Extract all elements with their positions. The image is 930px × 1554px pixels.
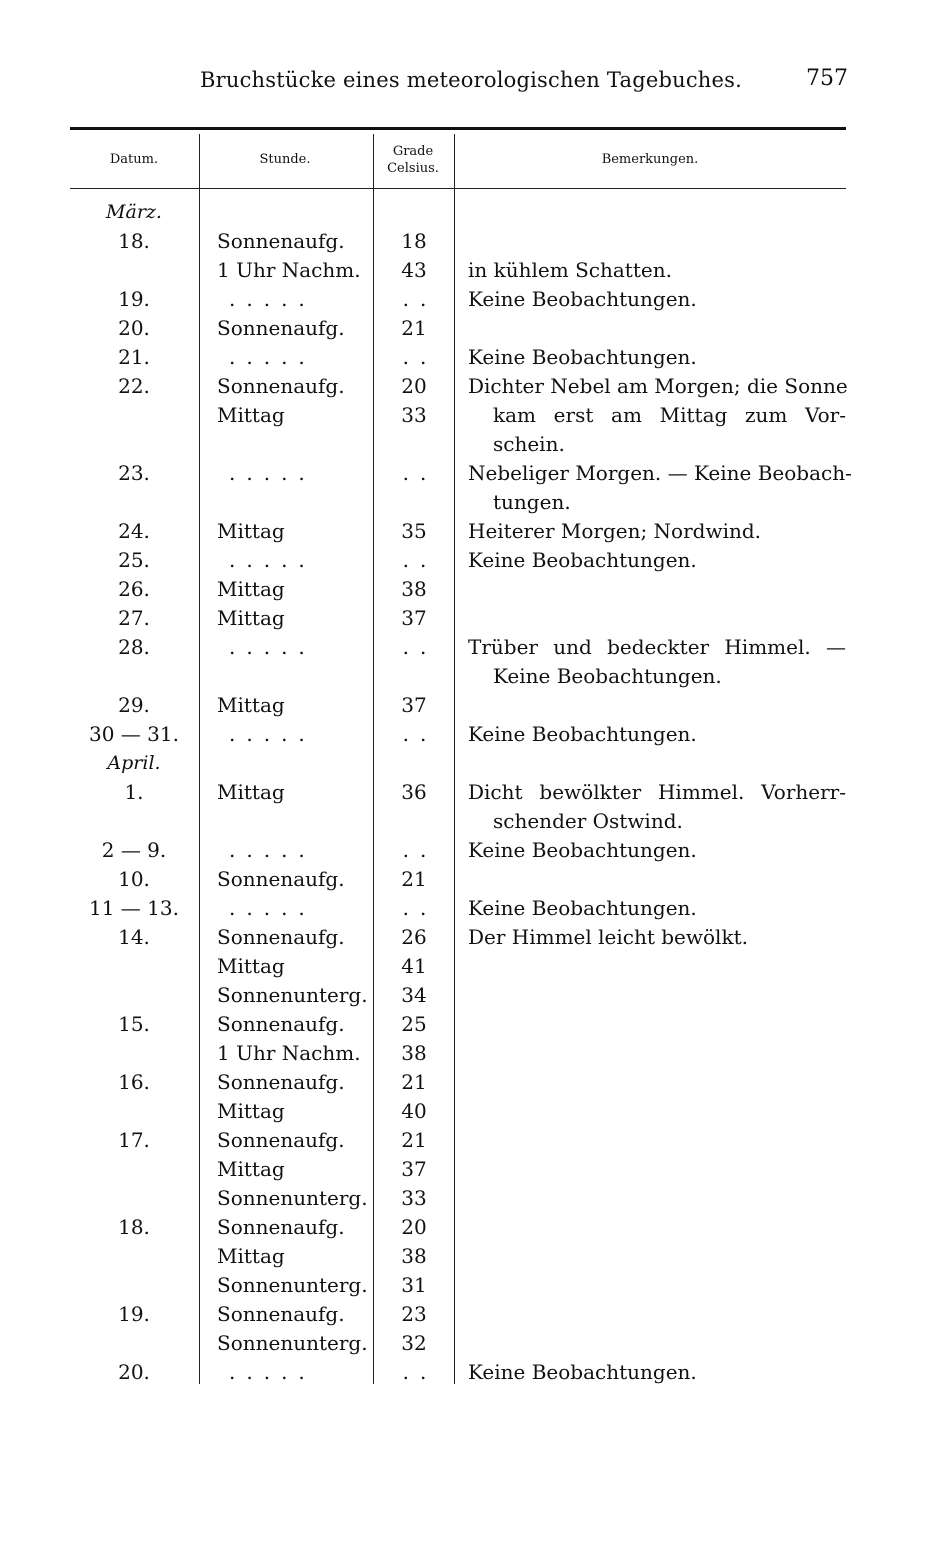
grade-cell: .. bbox=[402, 287, 438, 311]
stunde-cell: ..... bbox=[229, 287, 316, 311]
bemerkung-cell: in kühlem Schatten. bbox=[468, 258, 672, 282]
grade-cell: .. bbox=[402, 345, 438, 369]
datum-cell: 20. bbox=[118, 1360, 150, 1384]
stunde-cell: Sonnenunterg. bbox=[217, 1186, 368, 1210]
table-row bbox=[0, 1184, 930, 1213]
stunde-cell: ..... bbox=[229, 635, 316, 659]
grade-cell: 21 bbox=[401, 867, 427, 891]
month-label: April. bbox=[107, 752, 161, 774]
datum-cell: 22. bbox=[118, 374, 150, 398]
datum-cell: 18. bbox=[118, 229, 150, 253]
grade-cell: 36 bbox=[401, 780, 427, 804]
stunde-cell: ..... bbox=[229, 722, 316, 746]
table-row bbox=[0, 1329, 930, 1358]
table-row bbox=[0, 372, 930, 401]
grade-cell: 38 bbox=[401, 1041, 427, 1065]
table-top-rule bbox=[70, 127, 846, 130]
grade-cell: 40 bbox=[401, 1099, 427, 1123]
datum-cell: 29. bbox=[118, 693, 150, 717]
table-row bbox=[0, 488, 930, 517]
table-row bbox=[0, 227, 930, 256]
stunde-cell: Sonnenaufg. bbox=[217, 1302, 345, 1326]
stunde-cell: Mittag bbox=[217, 693, 285, 717]
grade-cell: 18 bbox=[401, 229, 427, 253]
table-row bbox=[0, 1155, 930, 1184]
datum-cell: 23. bbox=[118, 461, 150, 485]
table-row bbox=[0, 343, 930, 372]
grade-cell: .. bbox=[402, 1360, 438, 1384]
grade-cell: .. bbox=[402, 722, 438, 746]
stunde-cell: Mittag bbox=[217, 403, 285, 427]
header-bemerkungen: Bemerkungen. bbox=[601, 152, 699, 167]
table-row bbox=[0, 1126, 930, 1155]
table-header-rule bbox=[70, 188, 846, 189]
table-row bbox=[0, 720, 930, 749]
stunde-cell: ..... bbox=[229, 1360, 316, 1384]
stunde-cell: Mittag bbox=[217, 1157, 285, 1181]
table-row bbox=[0, 198, 930, 227]
month-label: März. bbox=[106, 201, 162, 223]
table-row bbox=[0, 981, 930, 1010]
grade-cell: 41 bbox=[401, 954, 427, 978]
grade-cell: 33 bbox=[401, 1186, 427, 1210]
datum-cell: 30 — 31. bbox=[89, 722, 179, 746]
header-datum: Datum. bbox=[109, 152, 159, 167]
table-row bbox=[0, 459, 930, 488]
grade-cell: 31 bbox=[401, 1273, 427, 1297]
table-row bbox=[0, 1213, 930, 1242]
stunde-cell: Sonnenaufg. bbox=[217, 1012, 345, 1036]
grade-cell: 33 bbox=[401, 403, 427, 427]
bemerkung-cell: kam erst am Mittag zum Vor- bbox=[493, 403, 846, 427]
datum-cell: 20. bbox=[118, 316, 150, 340]
grade-cell: 38 bbox=[401, 577, 427, 601]
stunde-cell: Sonnenaufg. bbox=[217, 374, 345, 398]
table-row bbox=[0, 1242, 930, 1271]
table-row bbox=[0, 256, 930, 285]
datum-cell: 26. bbox=[118, 577, 150, 601]
stunde-cell: Sonnenaufg. bbox=[217, 316, 345, 340]
stunde-cell: Sonnenaufg. bbox=[217, 1215, 345, 1239]
table-row bbox=[0, 1010, 930, 1039]
table-row bbox=[0, 1097, 930, 1126]
table-row bbox=[0, 894, 930, 923]
datum-cell: 17. bbox=[118, 1128, 150, 1152]
table-row bbox=[0, 1039, 930, 1068]
bemerkung-cell: schender Ostwind. bbox=[493, 809, 683, 833]
stunde-cell: Sonnenaufg. bbox=[217, 925, 345, 949]
datum-cell: 19. bbox=[118, 287, 150, 311]
bemerkung-cell: Keine Beobachtungen. bbox=[468, 722, 697, 746]
datum-cell: 24. bbox=[118, 519, 150, 543]
bemerkung-cell: schein. bbox=[493, 432, 565, 456]
grade-cell: 35 bbox=[401, 519, 427, 543]
grade-cell: 32 bbox=[401, 1331, 427, 1355]
table-row bbox=[0, 749, 930, 778]
stunde-cell: Mittag bbox=[217, 1099, 285, 1123]
stunde-cell: Mittag bbox=[217, 780, 285, 804]
stunde-cell: Sonnenaufg. bbox=[217, 867, 345, 891]
bemerkung-cell: Keine Beobachtungen. bbox=[468, 838, 697, 862]
table-row bbox=[0, 633, 930, 662]
table-row bbox=[0, 546, 930, 575]
bemerkung-cell: Der Himmel leicht bewölkt. bbox=[468, 925, 748, 949]
table-row bbox=[0, 604, 930, 633]
grade-cell: 20 bbox=[401, 1215, 427, 1239]
table-row bbox=[0, 778, 930, 807]
stunde-cell: Mittag bbox=[217, 954, 285, 978]
grade-cell: 21 bbox=[401, 1070, 427, 1094]
stunde-cell: Mittag bbox=[217, 577, 285, 601]
bemerkung-cell: Keine Beobachtungen. bbox=[468, 345, 697, 369]
table-row bbox=[0, 865, 930, 894]
grade-cell: .. bbox=[402, 461, 438, 485]
grade-cell: 23 bbox=[401, 1302, 427, 1326]
table-row bbox=[0, 662, 930, 691]
stunde-cell: 1 Uhr Nachm. bbox=[217, 258, 361, 282]
datum-cell: 25. bbox=[118, 548, 150, 572]
stunde-cell: Sonnenunterg. bbox=[217, 983, 368, 1007]
datum-cell: 10. bbox=[118, 867, 150, 891]
bemerkung-cell: Keine Beobachtungen. bbox=[493, 664, 722, 688]
header-grade-line1: Grade bbox=[392, 144, 434, 159]
stunde-cell: Sonnenaufg. bbox=[217, 1128, 345, 1152]
page-number: 757 bbox=[806, 66, 848, 91]
grade-cell: 20 bbox=[401, 374, 427, 398]
stunde-cell: ..... bbox=[229, 461, 316, 485]
bemerkung-cell: tungen. bbox=[493, 490, 571, 514]
bemerkung-cell: Trüber und bedeckter Himmel. — bbox=[468, 635, 846, 659]
stunde-cell: ..... bbox=[229, 838, 316, 862]
datum-cell: 21. bbox=[118, 345, 150, 369]
bemerkung-cell: Keine Beobachtungen. bbox=[468, 287, 697, 311]
table-row bbox=[0, 285, 930, 314]
stunde-cell: Mittag bbox=[217, 606, 285, 630]
grade-cell: .. bbox=[402, 548, 438, 572]
table-row bbox=[0, 1068, 930, 1097]
grade-cell: 43 bbox=[401, 258, 427, 282]
table-row bbox=[0, 1300, 930, 1329]
datum-cell: 27. bbox=[118, 606, 150, 630]
grade-cell: 21 bbox=[401, 1128, 427, 1152]
table-row bbox=[0, 1358, 930, 1387]
bemerkung-cell: Nebeliger Morgen. — Keine Beobach- bbox=[468, 461, 852, 485]
datum-cell: 2 — 9. bbox=[101, 838, 167, 862]
grade-cell: 21 bbox=[401, 316, 427, 340]
table-row bbox=[0, 575, 930, 604]
table-row bbox=[0, 923, 930, 952]
datum-cell: 11 — 13. bbox=[89, 896, 179, 920]
grade-cell: 25 bbox=[401, 1012, 427, 1036]
datum-cell: 28. bbox=[118, 635, 150, 659]
running-head: Bruchstücke eines meteorologischen Tagebuches. bbox=[200, 68, 743, 92]
stunde-cell: ..... bbox=[229, 896, 316, 920]
bemerkung-cell: Keine Beobachtungen. bbox=[468, 896, 697, 920]
datum-cell: 16. bbox=[118, 1070, 150, 1094]
header-grade-line2: Celsius. bbox=[387, 161, 439, 176]
table-row bbox=[0, 517, 930, 546]
stunde-cell: ..... bbox=[229, 345, 316, 369]
grade-cell: 26 bbox=[401, 925, 427, 949]
header-stunde: Stunde. bbox=[259, 152, 311, 167]
datum-cell: 1. bbox=[124, 780, 144, 804]
datum-cell: 18. bbox=[118, 1215, 150, 1239]
bemerkung-cell: Keine Beobachtungen. bbox=[468, 1360, 697, 1384]
bemerkung-cell: Dicht bewölkter Himmel. Vorherr- bbox=[468, 780, 846, 804]
table-row bbox=[0, 807, 930, 836]
header-grade bbox=[373, 143, 453, 177]
grade-cell: .. bbox=[402, 635, 438, 659]
table-row bbox=[0, 691, 930, 720]
grade-cell: 38 bbox=[401, 1244, 427, 1268]
bemerkung-cell: Heiterer Morgen; Nordwind. bbox=[468, 519, 762, 543]
grade-cell: 37 bbox=[401, 1157, 427, 1181]
stunde-cell: Sonnenaufg. bbox=[217, 229, 345, 253]
datum-cell: 15. bbox=[118, 1012, 150, 1036]
stunde-cell: Mittag bbox=[217, 519, 285, 543]
stunde-cell: Sonnenaufg. bbox=[217, 1070, 345, 1094]
datum-cell: 14. bbox=[118, 925, 150, 949]
grade-cell: 37 bbox=[401, 693, 427, 717]
stunde-cell: Mittag bbox=[217, 1244, 285, 1268]
bemerkung-cell: Keine Beobachtungen. bbox=[468, 548, 697, 572]
stunde-cell: Sonnenunterg. bbox=[217, 1273, 368, 1297]
table-row bbox=[0, 401, 930, 430]
datum-cell: 19. bbox=[118, 1302, 150, 1326]
grade-cell: .. bbox=[402, 896, 438, 920]
table-row bbox=[0, 314, 930, 343]
table-row bbox=[0, 952, 930, 981]
table-row bbox=[0, 836, 930, 865]
stunde-cell: ..... bbox=[229, 548, 316, 572]
table-row bbox=[0, 430, 930, 459]
grade-cell: .. bbox=[402, 838, 438, 862]
stunde-cell: 1 Uhr Nachm. bbox=[217, 1041, 361, 1065]
stunde-cell: Sonnenunterg. bbox=[217, 1331, 368, 1355]
bemerkung-cell: Dichter Nebel am Morgen; die Sonne bbox=[468, 374, 848, 398]
grade-cell: 37 bbox=[401, 606, 427, 630]
grade-cell: 34 bbox=[401, 983, 427, 1007]
table-row bbox=[0, 1271, 930, 1300]
